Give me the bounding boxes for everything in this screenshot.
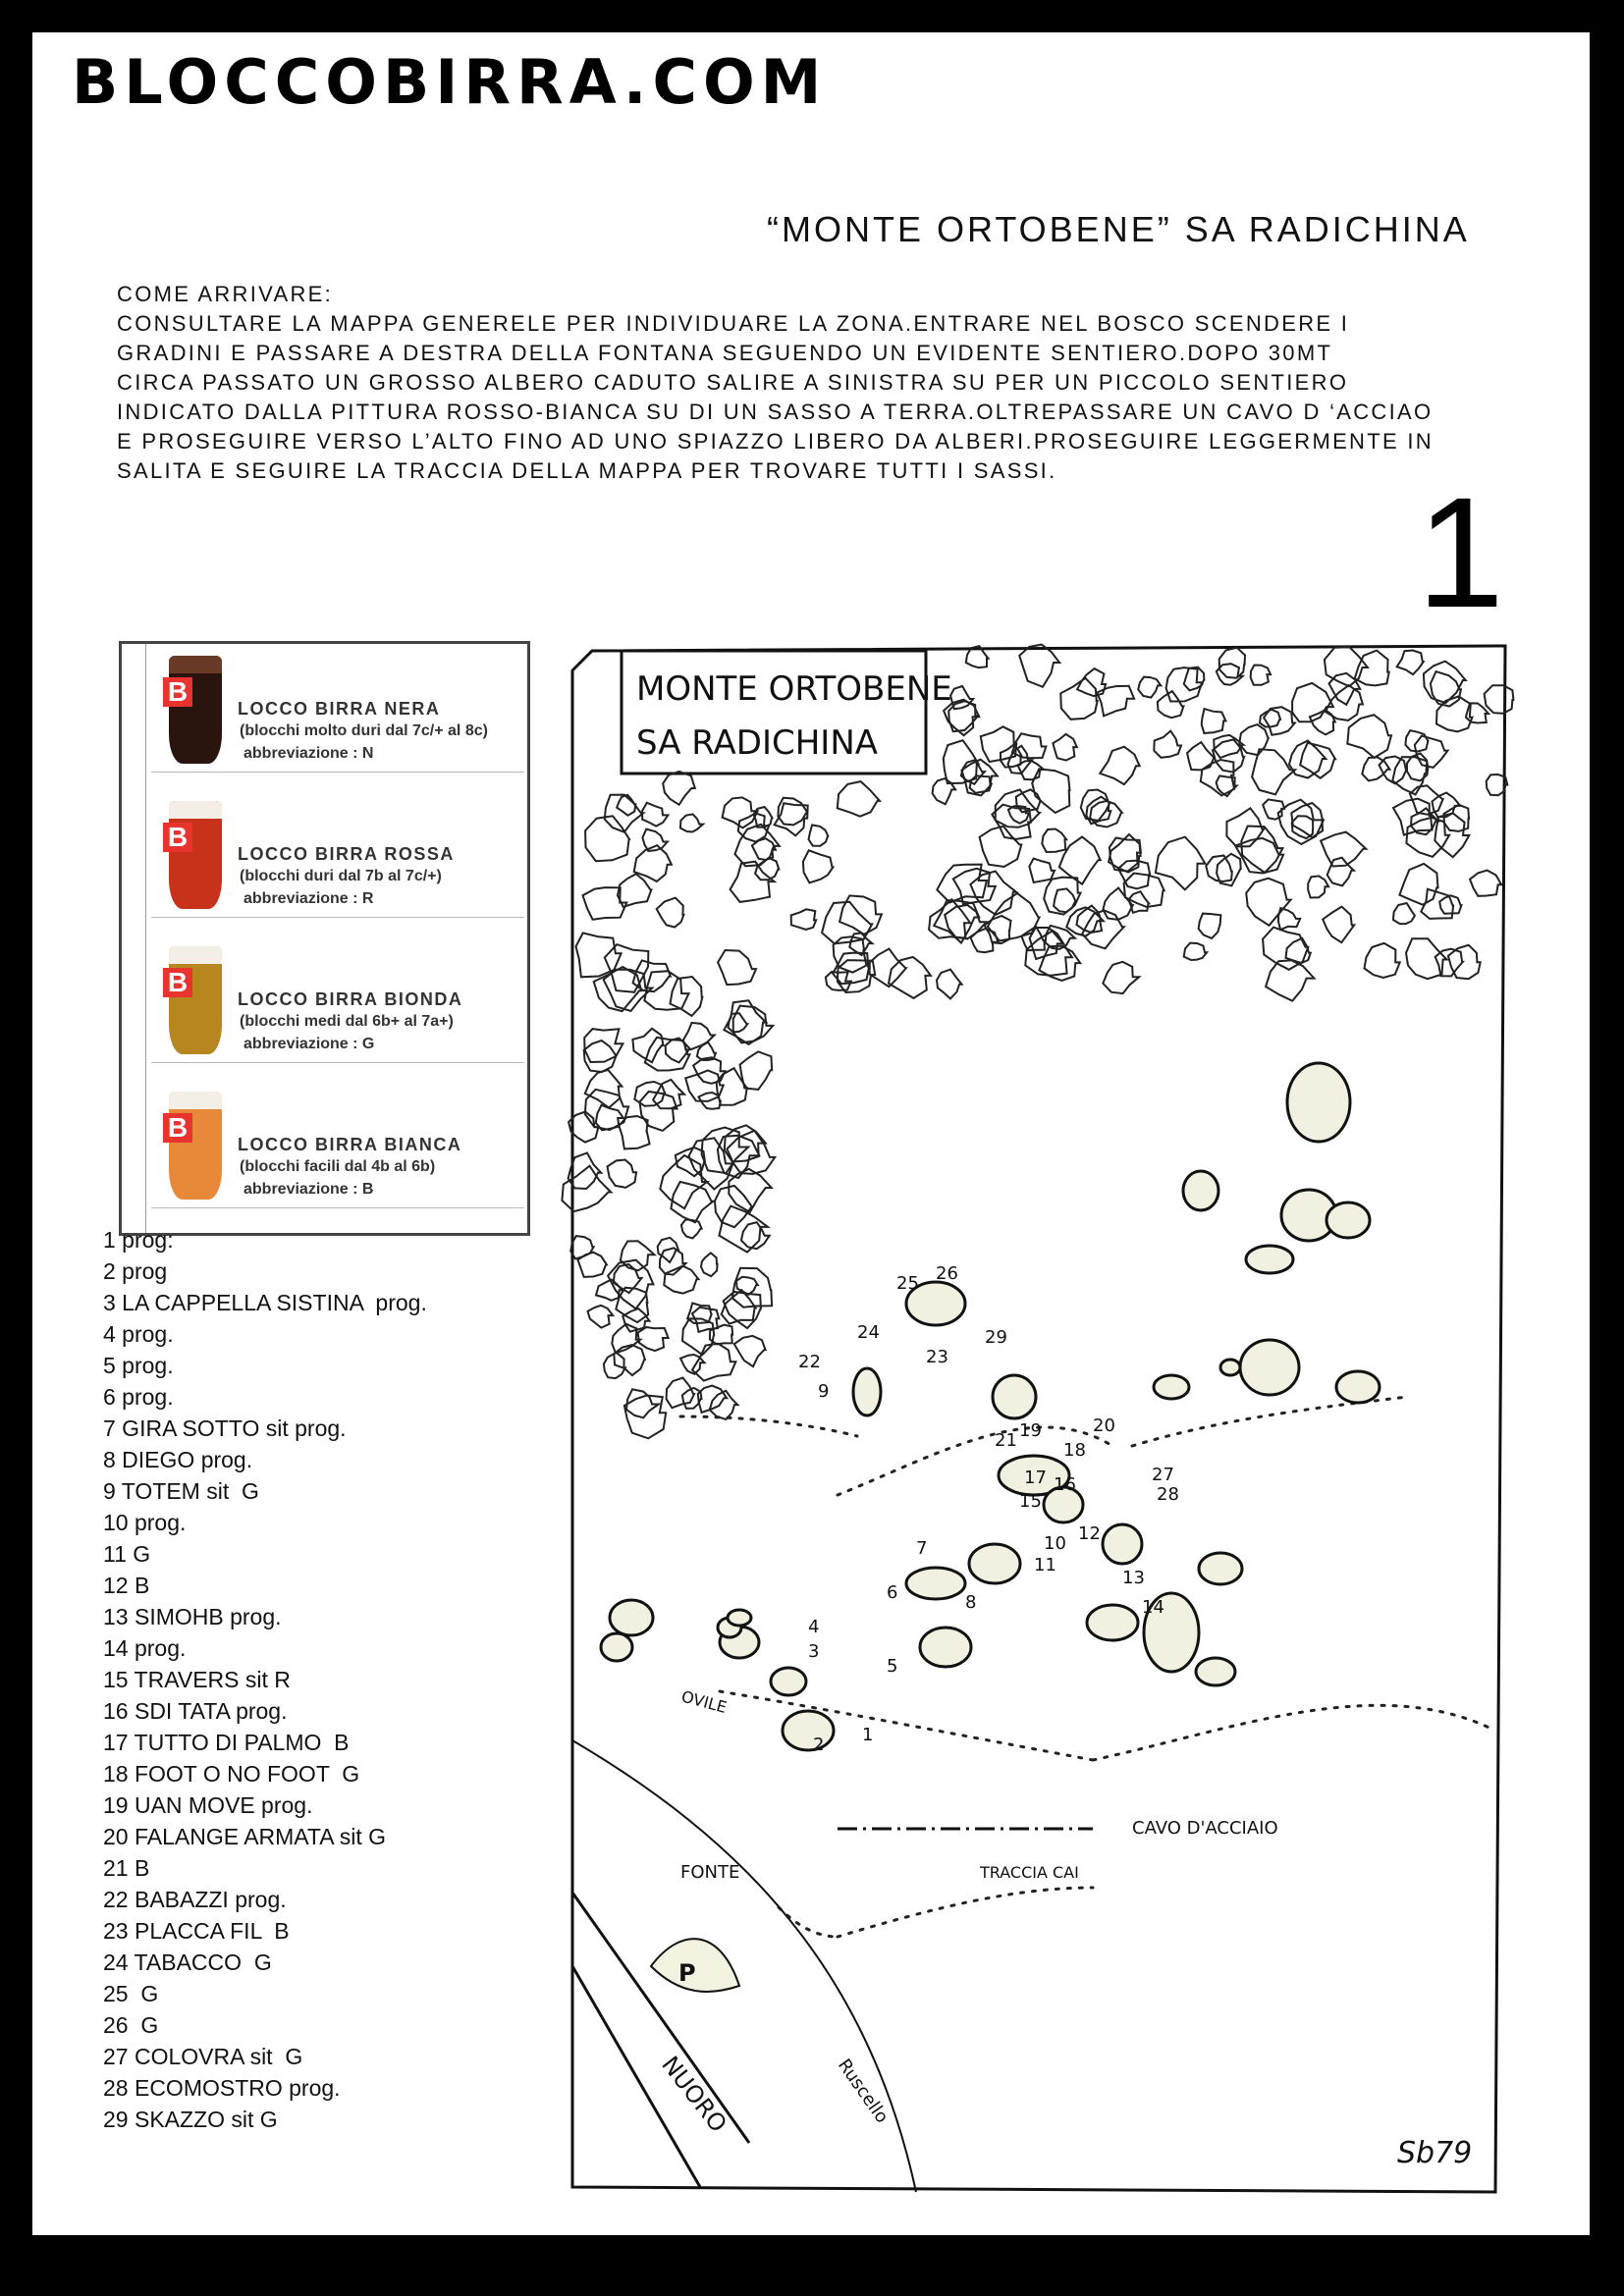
directions-line: SALITA E SEGUIRE LA TRACCIA DELLA MAPPA PER TROVARE TUTTI I SASSI.	[117, 458, 1057, 483]
legend-desc: (blocchi facili dal 4b al 6b)	[240, 1158, 436, 1175]
list-item: 18 FOOT O NO FOOT G	[103, 1761, 360, 1787]
boulder-shape	[783, 1711, 834, 1750]
boulder-shape	[1326, 1202, 1370, 1238]
boulder-number-label: 2	[813, 1735, 825, 1755]
list-item: 27 COLOVRA sit G	[103, 2044, 303, 2069]
boulder-number-label: 5	[887, 1656, 898, 1677]
boulder-number-label: 10	[1044, 1533, 1066, 1554]
directions-line: GRADINI E PASSARE A DESTRA DELLA FONTANA SEGUENDO UN EVIDENTE SENTIERO.DOPO 30MT	[117, 341, 1333, 365]
legend-name: LOCCO BIRRA BIONDA	[238, 989, 463, 1009]
list-item: 3 LA CAPPELLA SISTINA prog.	[103, 1290, 427, 1315]
boulder-number-label: 7	[916, 1538, 928, 1559]
boulder-number-label: 24	[857, 1322, 880, 1343]
list-item: 4 prog.	[103, 1321, 174, 1347]
boulder-shape	[1103, 1524, 1142, 1564]
boulder-number-label: 16	[1054, 1474, 1076, 1495]
boulder-number-label: 12	[1078, 1523, 1101, 1544]
boulder-number-label: 9	[818, 1381, 830, 1402]
list-item: 2 prog	[103, 1258, 168, 1284]
signature: Sb79	[1397, 2136, 1473, 2170]
legend-name: LOCCO BIRRA ROSSA	[238, 844, 455, 864]
boulder-number-label: 6	[887, 1582, 898, 1603]
boulder-number-label: 29	[985, 1327, 1007, 1348]
beer-glass-icon	[169, 1092, 222, 1200]
list-item: 21 B	[103, 1855, 150, 1881]
boulder-shape	[1154, 1375, 1189, 1399]
list-item: 22 BABAZZI prog.	[103, 1887, 287, 1912]
legend-name: LOCCO BIRRA BIANCA	[238, 1135, 462, 1154]
sector-title: “MONTE ORTOBENE” SA RADICHINA	[767, 209, 1470, 249]
boulder-number-label: 28	[1157, 1484, 1179, 1505]
problem-list	[103, 1224, 427, 2135]
b-badge-icon: B	[163, 823, 192, 852]
boulder-number-label: 4	[808, 1617, 820, 1637]
ovile-label: OVILE	[678, 1686, 730, 1718]
map-title-line2: SA RADICHINA	[636, 723, 879, 763]
grade-legend	[119, 641, 530, 1236]
beer-glass-icon	[169, 946, 222, 1054]
boulder-number-label: 26	[936, 1263, 958, 1284]
list-item: 14 prog.	[103, 1635, 187, 1661]
boulder-number-label: 13	[1122, 1568, 1145, 1588]
boulder-shape	[771, 1668, 806, 1695]
brand-logo: BLOCCOBIRRA.COM	[72, 46, 828, 118]
legend-abbr: abbreviazione : N	[244, 745, 374, 762]
directions-line: COME ARRIVARE:	[117, 282, 334, 306]
boulder-shape	[1199, 1553, 1242, 1584]
legend-desc: (blocchi duri dal 7b al 7c/+)	[240, 868, 442, 884]
boulder-number-label: 1	[862, 1725, 874, 1745]
list-item: 12 B	[103, 1573, 150, 1598]
boulder-number-label: 27	[1152, 1465, 1174, 1485]
approach-directions	[117, 280, 1619, 486]
beer-glass-icon	[169, 656, 222, 764]
list-item: 19 UAN MOVE prog.	[103, 1792, 313, 1818]
boulder-number-label: 25	[896, 1273, 919, 1294]
legend-desc: (blocchi medi dal 6b+ al 7a+)	[240, 1013, 454, 1030]
boulder-number-label: 22	[798, 1352, 821, 1372]
list-item: 8 DIEGO prog.	[103, 1447, 253, 1472]
sheet-number: 1	[1417, 464, 1504, 640]
list-item: 10 prog.	[103, 1510, 187, 1535]
b-badge-icon: B	[163, 968, 192, 997]
list-item: 11 G	[103, 1541, 151, 1567]
boulder-number-label: 20	[1093, 1415, 1115, 1436]
boulder-number-label: 3	[808, 1641, 820, 1662]
boulder-shape	[1183, 1171, 1218, 1210]
legend-abbr: abbreviazione : R	[244, 890, 374, 907]
boulder-number-label: 15	[1019, 1491, 1042, 1512]
list-item: 1 prog:	[103, 1227, 174, 1253]
b-badge-icon: B	[163, 1113, 192, 1143]
nuoro-label: NUORO	[656, 2051, 732, 2138]
boulder-number-label: 23	[926, 1347, 948, 1367]
boulder-shape	[728, 1610, 751, 1626]
beer-glass-icon	[169, 801, 222, 909]
parking-label: P	[678, 1959, 696, 1987]
directions-line: CONSULTARE LA MAPPA GENERELE PER INDIVIDUARE LA ZONA.ENTRARE NEL BOSCO SCENDERE I	[117, 311, 1350, 336]
list-item: 15 TRAVERS sit R	[103, 1667, 291, 1692]
directions-line: INDICATO DALLA PITTURA ROSSO-BIANCA SU DI UN SASSO A TERRA.OLTREPASSARE UN CAVO D ‘ACCIAO	[117, 400, 1434, 424]
boulder-shape	[993, 1375, 1036, 1418]
boulder-shape	[1240, 1340, 1299, 1395]
boulder-number-label: 11	[1034, 1555, 1056, 1575]
boulder-number-label: 21	[995, 1430, 1017, 1451]
cavo-label: CAVO D'ACCIAIO	[1132, 1818, 1278, 1839]
b-badge-icon: B	[163, 677, 192, 707]
boulder-number-label: 19	[1019, 1420, 1042, 1441]
list-item: 25 G	[103, 1981, 159, 2006]
list-item: 23 PLACCA FIL B	[103, 1918, 290, 1944]
boulder-shape	[1196, 1658, 1235, 1685]
boulder-shape	[1287, 1063, 1350, 1142]
map-title-line1: MONTE ORTOBENE	[636, 669, 952, 709]
list-item: 29 SKAZZO sit G	[103, 2107, 278, 2132]
boulder-shape	[1220, 1360, 1240, 1375]
boulder-shape	[610, 1600, 653, 1635]
footer-tagline: SASSISMO BARBARICINO	[1100, 2197, 1562, 2229]
list-item: 7 GIRA SOTTO sit prog.	[103, 1415, 347, 1441]
legend-abbr: abbreviazione : G	[244, 1036, 375, 1052]
boulder-shape	[920, 1628, 971, 1667]
traccia-label: TRACCIA CAI	[980, 1863, 1079, 1882]
list-item: 16 SDI TATA prog.	[103, 1698, 288, 1724]
boulder-shape	[1087, 1605, 1138, 1640]
list-item: 9 TOTEM sit G	[103, 1478, 259, 1504]
list-item: 13 SIMOHB prog.	[103, 1604, 282, 1629]
legend-item-rossa	[151, 789, 524, 918]
boulder-number-label: 17	[1024, 1468, 1047, 1488]
boulder-shape	[853, 1368, 881, 1415]
legend-name: LOCCO BIRRA NERA	[238, 699, 441, 719]
list-item: 5 prog.	[103, 1353, 174, 1378]
topo-sheet	[32, 32, 1590, 2235]
fonte-label: FONTE	[680, 1862, 740, 1883]
boulder-shape	[601, 1633, 632, 1661]
list-item: 6 prog.	[103, 1384, 174, 1410]
boulder-map	[543, 612, 1515, 2202]
list-item: 26 G	[103, 2012, 159, 2038]
boulder-shape	[1246, 1246, 1293, 1273]
ruscello-label: Ruscello	[833, 2055, 893, 2127]
boulder-number-label: 14	[1142, 1597, 1164, 1618]
boulder-number-label: 18	[1063, 1440, 1086, 1461]
directions-line: CIRCA PASSATO UN GROSSO ALBERO CADUTO SALIRE A SINISTRA SU PER UN PICCOLO SENTIERO	[117, 370, 1349, 395]
directions-line: E PROSEGUIRE VERSO L’ALTO FINO AD UNO SPIAZZO LIBERO DA ALBERI.PROSEGUIRE LEGGERMENTE IN	[117, 429, 1434, 454]
boulder-number-label: 8	[965, 1592, 977, 1613]
legend-abbr: abbreviazione : B	[244, 1181, 374, 1198]
list-item: 20 FALANGE ARMATA sit G	[103, 1824, 387, 1849]
list-item: 24 TABACCO G	[103, 1949, 272, 1975]
boulder-shape	[906, 1568, 965, 1599]
boulder-shape	[969, 1544, 1020, 1583]
list-item: 28 ECOMOSTRO prog.	[103, 2075, 341, 2101]
boulder-shape	[1336, 1371, 1380, 1403]
legend-item-bionda	[151, 934, 524, 1063]
list-item: 17 TUTTO DI PALMO B	[103, 1730, 350, 1755]
legend-desc: (blocchi molto duri dal 7c/+ al 8c)	[240, 722, 488, 739]
legend-item-nera	[151, 644, 524, 773]
legend-item-bianca	[151, 1080, 524, 1208]
